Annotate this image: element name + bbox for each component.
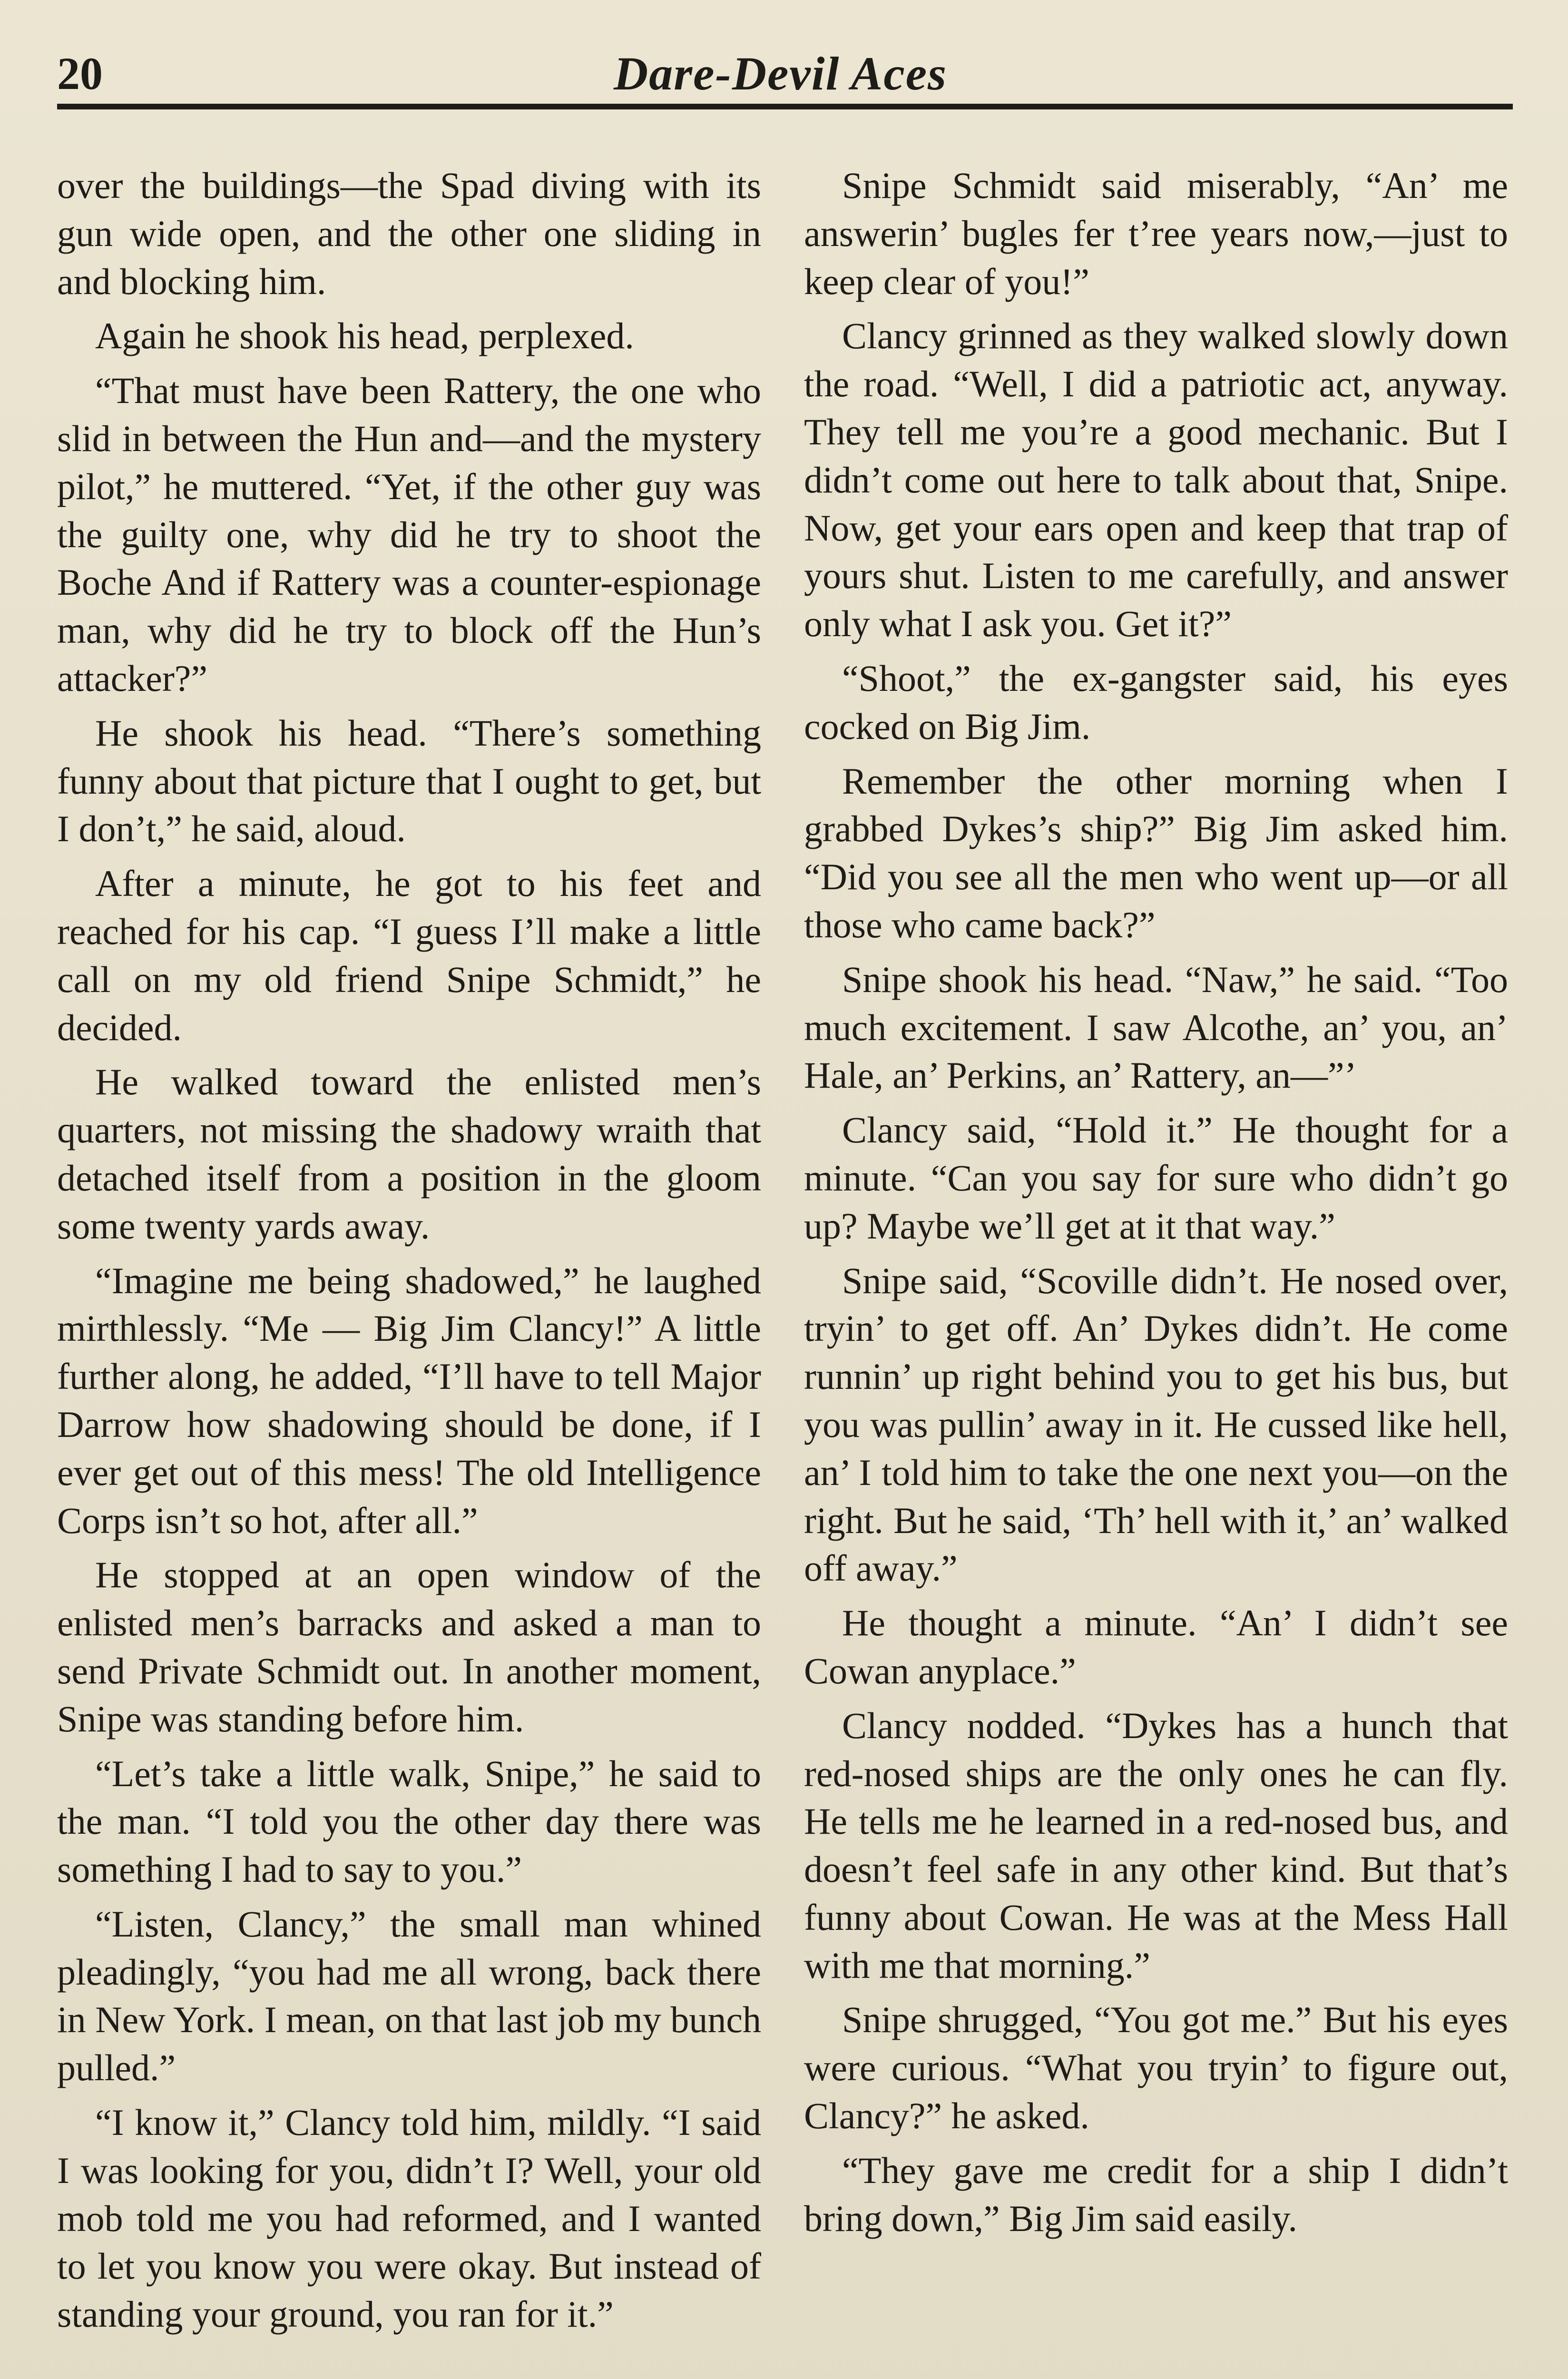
paragraph: Snipe shrugged, “You got me.” But his eyes were curious. “What you tryin’ to figure out, Clancy?” he asked. [804,1999,1508,2137]
paragraph: “They gave me credit for a ship I didn’t bring down,” Big Jim said easily. [804,2149,1508,2239]
paragraph: He stopped at an open window of the enlisted men’s barracks and asked a man to send Private Schmidt out. In another moment, Snipe was standing before him. [57,1554,761,1740]
paragraph: He walked toward the enlisted men’s quarters, not missing the shadowy wraith that detached itself from a position in the gloom some twenty yards away. [57,1061,761,1247]
page-number: 20 [57,48,103,99]
paragraph: “That must have been Rattery, the one who slid in between the Hun and—and the mystery pilot,” he muttered. “Yet, if the other guy was the guilty one, why did he try to shoot the Boche And if Rattery was a counter-espionage man, why did he try to block off the Hun’s attacker?” [57,370,761,699]
paragraph: “Listen, Clancy,” the small man whined pleadingly, “you had me all wrong, back there in New York. I mean, on that last job my bunch pulled.” [57,1903,761,2089]
paragraph: “Let’s take a little walk, Snipe,” he said to the man. “I told you the other day there was something I had to say to you.” [57,1752,761,1890]
paragraph: over the buildings—the Spad diving with its gun wide open, and the other one sliding in and blocking him. [57,165,761,302]
paragraph: “Imagine me being shadowed,” he laughed mirthlessly. “Me — Big Jim Clancy!” A little further along, he added, “I’ll have to tell Major Darrow how shadowing should be done, if I ever get out of this mess! The old Intelligence Corps isn’t so hot, after all.” [57,1259,761,1541]
paragraph: Remember the other morning when I grabbed Dykes’s ship?” Big Jim asked him. “Did you see all the men who went up—or all those who came back?” [804,760,1508,945]
paragraph: Clancy nodded. “Dykes has a hunch that red-nosed ships are the only ones he can fly. He tells me he learned in a red-nosed bus, and doesn’t feel safe in any other kind. But that’s funny about Cowan. He was at the Mess Hall with me that morning.” [804,1704,1508,1986]
paragraph: Clancy grinned as they walked slowly down the road. “Well, I did a patriotic act, anyway. They tell me you’re a good mechanic. But I didn’t come out here to talk about that, Snipe. Now, get your ears open and keep that trap of yours shut. Listen to me carefully, and answer only what I ask you. Get it?” [804,315,1508,645]
paragraph: After a minute, he got to his feet and reached for his cap. “I guess I’ll make a little call on my old friend Snipe Schmidt,” he decided. [57,863,761,1048]
paragraph: Snipe Schmidt said miserably, “An’ me answerin’ bugles fer t’ree years now,—just to keep clear of you!” [804,165,1508,302]
paragraph: He thought a minute. “An’ I didn’t see Cowan anyplace.” [804,1602,1508,1691]
paragraph: Snipe shook his head. “Naw,” he said. “Too much excitement. I saw Alcothe, an’ you, an’ Hale, an’ Perkins, an’ Rattery, an—”’ [804,958,1508,1096]
paragraph: Clancy said, “Hold it.” He thought for a minute. “Can you say for sure who didn’t go up? Maybe we’ll get at it that way.” [804,1109,1508,1247]
paragraph: Snipe said, “Scoville didn’t. He nosed over, tryin’ to get off. An’ Dykes didn’t. He come runnin’ up right behind you to get his bus, but you was pullin’ away in it. He cussed like hell, an’ I told him to take the one next you—on the right. But he said, ‘Th’ hell with it,’ an’ walked off away.” [804,1259,1508,1589]
paragraph: He shook his head. “There’s something funny about that picture that I ought to get, but I don’t,” he said, aloud. [57,712,761,850]
left-column [57,162,761,2345]
magazine-title: Dare-Devil Aces [614,47,948,100]
paragraph: “Shoot,” the ex-gangster said, his eyes cocked on Big Jim. [804,657,1508,747]
paragraph: “I know it,” Clancy told him, mildly. “I said I was looking for you, didn’t I? Well, your old mob told me you had reformed, and I wanted to let you know you were okay. But instead of standing your ground, you ran for it.” [57,2102,761,2335]
right-column [804,162,1508,2249]
header-rule [57,104,1513,109]
paragraph: Again he shook his head, perplexed. [95,315,634,357]
page-header [57,43,1513,105]
